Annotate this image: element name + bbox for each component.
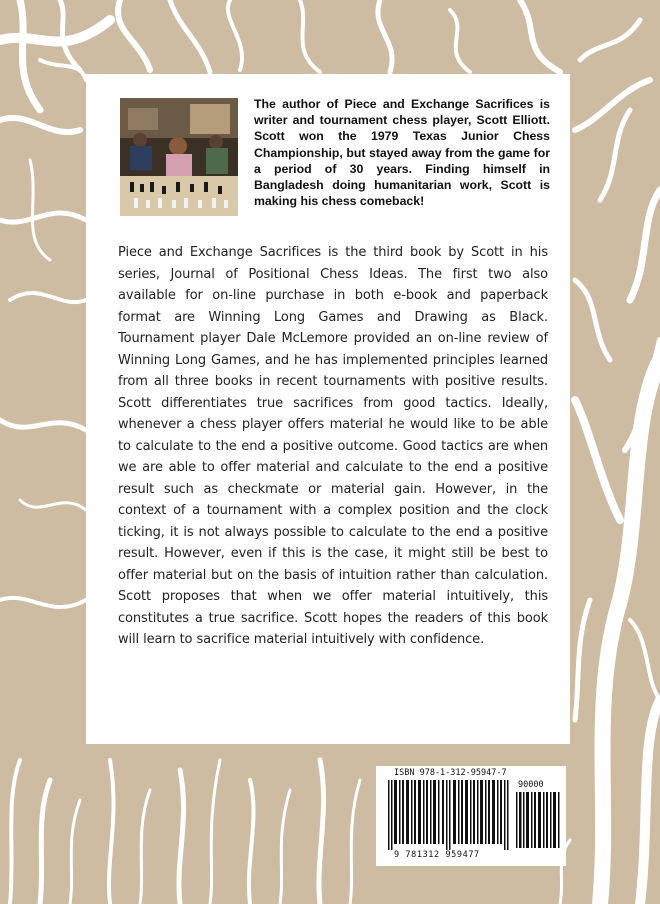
barcode-digits: 9 781312 959477 [394, 850, 480, 860]
author-photo-icon [120, 98, 238, 216]
isbn-barcode [376, 766, 566, 866]
price-code: 90000 [518, 780, 544, 790]
isbn-label: ISBN 978-1-312-95947-7 [394, 768, 507, 778]
barcode-bars-icon [388, 780, 510, 850]
book-description: Piece and Exchange Sacrifices is the third book by Scott in his series, Journal of Positional Chess Ideas. The first two also available for on-line purchase in both e-book and paperback format are Winning Long Games and Drawing as Black. Tournament player Dale McLemore provided an on-line review of Winning Long Games, and he has implemented principles learned from all three books in recent tournaments with positive results. Scott differentiates true sacrifices from good tactics. Ideally, whenever a chess player offers material he would like to be able to calculate to the end a positive outcome. Good tactics are when we are able to offer material and calculate to the end a positive result such as checkmate or material gain. However, in the context of a tournament with a complex position and the clock ticking, it is not always possible to calculate to the end a positive result. However, even if this is the case, it might still be best to offer material but on the basis of intuition rather than calculation. Scott proposes that when we offer material intuitively, this constitutes a true sacrifice. Scott hopes the readers of this book will learn to sacrifice material intuitively with confidence. [118, 245, 548, 647]
price-barcode-bars-icon [516, 792, 560, 848]
author-bio: The author of Piece and Exchange Sacrifices is writer and tournament chess player, Scott Elliott. Scott won the 1979 Texas Junior Chess Championship, but stayed away from the game for a period of 30 years. Finding himself in Bangladesh doing humanitarian work, Scott is making his chess comeback! [254, 97, 550, 209]
author-photo [120, 98, 238, 216]
text-panel [86, 74, 570, 744]
